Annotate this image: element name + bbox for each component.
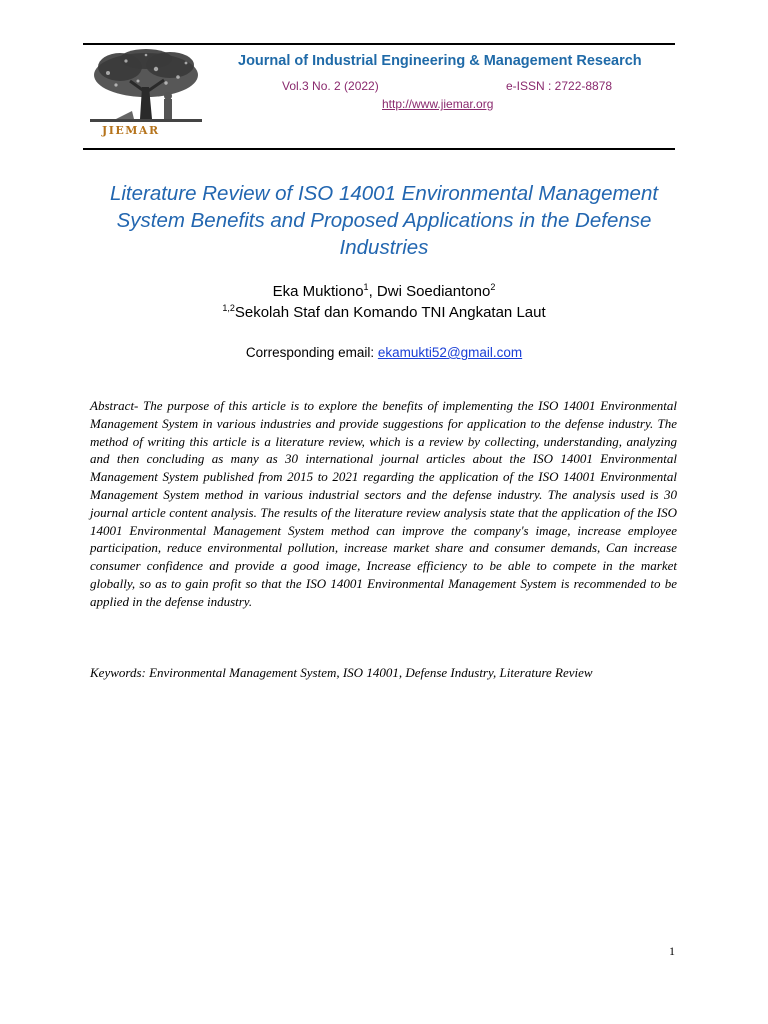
affiliation xyxy=(0,304,768,321)
email-link[interactable]: ekamukti52@gmail.com xyxy=(377,345,523,360)
keywords: Keywords: Environmental Management System, ISO 14001, Defense Industry, Literature Review xyxy=(90,665,593,680)
corresponding-email xyxy=(0,345,768,360)
author-affiliation-mark: 2 xyxy=(490,282,496,292)
paper-title: Literature Review of ISO 14001 Environmental Management System Benefits and Proposed Applications in the Defense Industries xyxy=(109,182,659,259)
e-issn: e-ISSN : 2722-8878 xyxy=(506,79,613,93)
page-number: 1 xyxy=(669,944,675,958)
affiliation-mark: 1,2 xyxy=(222,303,235,313)
journal-logo-text: JIEMAR xyxy=(102,124,160,137)
author-name: Eka Muktiono xyxy=(272,283,364,300)
header-top-rule xyxy=(83,43,675,45)
journal-url-link[interactable]: http://www.jiemar.org xyxy=(382,97,494,111)
corresponding-label: Corresponding email: xyxy=(245,345,378,360)
author-separator: , xyxy=(368,283,377,300)
author-name: Dwi Soediantono xyxy=(376,283,491,300)
header-bottom-rule xyxy=(83,148,675,150)
volume-issue: Vol.3 No. 2 (2022) xyxy=(282,79,379,93)
affiliation-name: Sekolah Staf dan Komando TNI Angkatan Laut xyxy=(234,304,546,321)
abstract: Abstract- The purpose of this article is to explore the benefits of implementing the ISO 14001 Environmental Management System in various industries and provide suggestions for application to the defense industry. The method of writing this article is a literature review, which is a review by collecting, understanding, analyzing and then concluding as many as 30 international journal articles about the ISO 14001 Environmental Management System published from 2015 to 2021 regarding the application of the ISO 14001 Environmental Management System method in various industrial sectors and the defense industry. The analysis used is 30 journal article content analysis. The results of the literature review analysis state that the application of the ISO 14001 Environmental Management System method can improve the company's image, increase employee participation, reduce environmental pollution, increase market share and consumer demands, Can increase consumer confidence and provide a good image, Increase efficiency to be able to compete in the market globally, so as to gain profit so that the ISO 14001 Environmental Management System is recommended to be applied in the defense industry. xyxy=(90,398,677,609)
journal-title: Journal of Industrial Engineering & Management Research xyxy=(238,53,642,69)
authors xyxy=(0,283,768,300)
author-affiliation-mark: 1 xyxy=(363,282,369,292)
